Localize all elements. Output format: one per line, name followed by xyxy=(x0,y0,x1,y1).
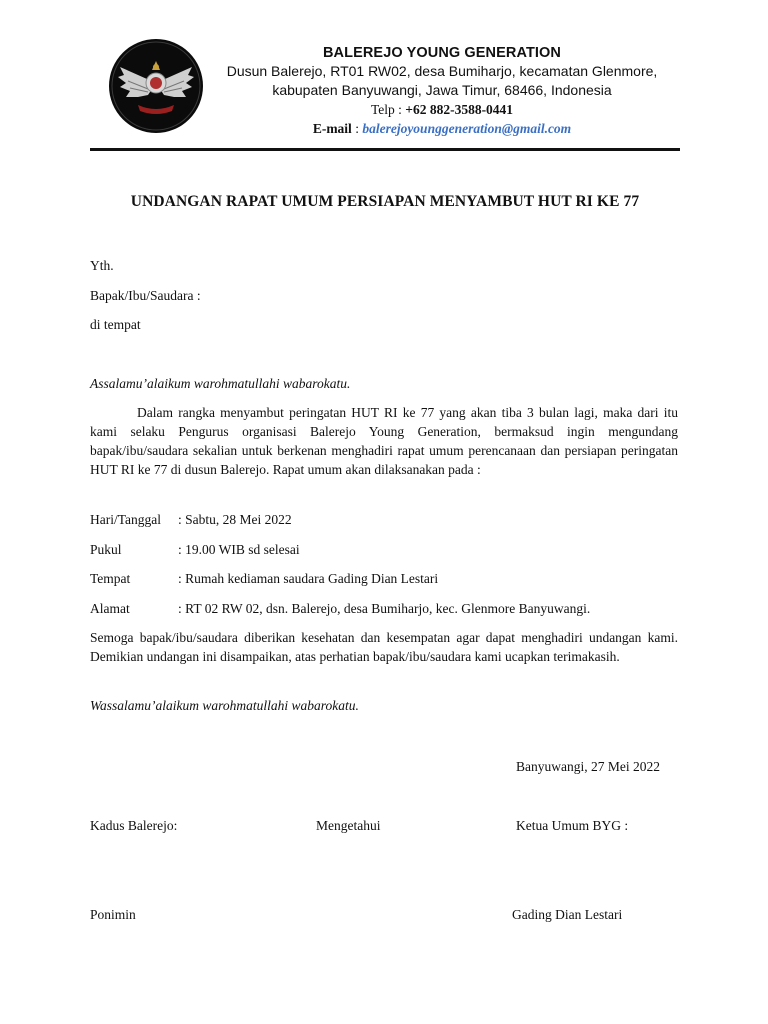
detail-row-date xyxy=(90,510,292,529)
telephone-line xyxy=(200,100,684,119)
signature-middle-title: Mengetahui xyxy=(316,818,381,833)
organization-name: BALEREJO YOUNG GENERATION xyxy=(322,45,562,61)
email-separator: : xyxy=(355,121,359,136)
telephone-label: Telp : xyxy=(370,102,402,117)
closing-paragraph: Semoga bapak/ibu/saudara diberikan kesehatan dan kesempatan agar dapat menghadiri undangan kami. Demikian undangan ini disampaikan, atas perhatian bapak/ibu/saudara kami ucapkan terimakasih. xyxy=(90,630,678,664)
address-line-1: Dusun Balerejo, RT01 RW02, desa Bumiharjo, kecamatan Glenmore, xyxy=(226,63,658,79)
email-line xyxy=(200,119,684,138)
closing-salutation: Wassalamu’alaikum warohmatullahi wabarokatu. xyxy=(90,698,359,713)
detail-label: Tempat xyxy=(90,571,131,586)
telephone-number: +62 882-3588-0441 xyxy=(405,102,514,117)
signature-right-name: Gading Dian Lestari xyxy=(512,907,623,922)
invitation-paragraph: Dalam rangka menyambut peringatan HUT RI ke 77 yang akan tiba 3 bulan lagi, maka dari itu kami selaku Pengurus organisasi Balerejo Young Generation, bermaksud ingin mengundang bapak/ibu/saudara sekalian untuk berkenan menghadiri rapat umum perencanaan dan persiapan peringatan HUT RI ke 77 di dusun Balerejo. Rapat umum akan dilaksanakan pada : xyxy=(90,405,678,477)
email-link[interactable]: balerejoyounggeneration@gmail.com xyxy=(362,121,572,136)
detail-value: : Sabtu, 28 Mei 2022 xyxy=(178,512,292,527)
greeting: Assalamu’alaikum warohmatullahi wabarokatu. xyxy=(90,376,351,391)
detail-label: Alamat xyxy=(90,601,130,616)
detail-value: : RT 02 RW 02, dsn. Balerejo, desa Bumiharjo, kec. Glenmore Banyuwangi. xyxy=(178,601,591,616)
detail-row-place xyxy=(90,569,438,588)
detail-label: Hari/Tanggal xyxy=(90,512,162,527)
detail-row-address xyxy=(90,599,590,618)
signature-left-name: Ponimin xyxy=(90,907,136,922)
signature-left-title: Kadus Balerejo: xyxy=(90,818,178,833)
recipient-yth: Yth. xyxy=(90,258,114,273)
detail-value: : Rumah kediaman saudara Gading Dian Lestari xyxy=(178,571,439,586)
organization-logo xyxy=(108,37,204,135)
detail-label: Pukul xyxy=(90,542,122,557)
place-date: Banyuwangi, 27 Mei 2022 xyxy=(516,759,660,774)
signature-right-title: Ketua Umum BYG : xyxy=(516,818,629,833)
address-line-2: kabupaten Banyuwangi, Jawa Timur, 68466, Indonesia xyxy=(272,82,612,98)
email-label: E-mail xyxy=(312,121,352,136)
letterhead-divider xyxy=(90,148,680,151)
detail-value: : 19.00 WIB sd selesai xyxy=(178,542,300,557)
recipient-to: Bapak/Ibu/Saudara : xyxy=(90,288,201,303)
recipient-place: di tempat xyxy=(90,317,141,332)
detail-row-time xyxy=(90,540,300,559)
letterhead xyxy=(200,44,684,138)
letter-title: UNDANGAN RAPAT UMUM PERSIAPAN MENYAMBUT HUT RI KE 77 xyxy=(130,193,640,210)
